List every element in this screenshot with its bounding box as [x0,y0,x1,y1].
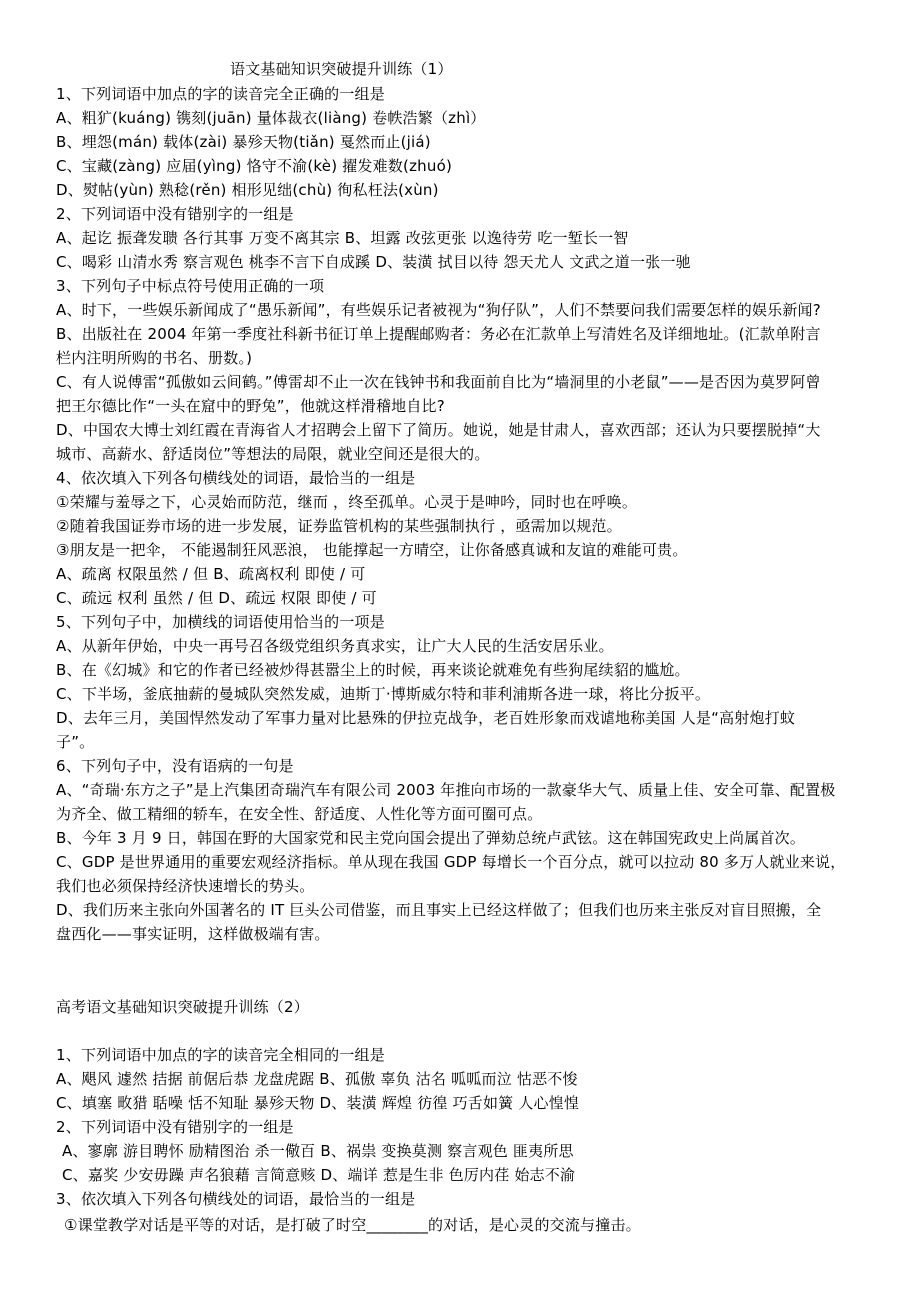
part2-q1-options-ab: A、飓风 遽然 拮据 前倨后恭 龙盘虎踞 B、孤傲 辜负 沽名 呱呱而泣 怙恶不悛 [56,1070,578,1088]
q6-option-c: C、GDP 是世界通用的重要宏观经济指标。单从现在我国 GDP 每增长一个百分点，就可以拉动 80 多万人就业来说， [56,853,846,871]
part2-question-3-stem: 3、依次填入下列各句横线处的词语，最恰当的一组是 [56,1190,416,1208]
question-6-stem: 6、下列句子中，没有语病的一句是 [56,757,294,775]
q5-option-a: A、从新年伊始，中央一再号召各级党组织务真求实，让广大人民的生活安居乐业。 [56,637,614,655]
q3-option-a: A、时下，一些娱乐新闻成了“愚乐新闻”，有些娱乐记者被视为“狗仔队”，人们不禁要问我们需要怎样的娱乐新闻? [56,301,821,319]
q6-option-a-cont: 为齐全、做工精细的轿车，在安全性、舒适度、人性化等方面可圈可点。 [56,805,543,823]
q5-option-d-cont: 子”。 [56,733,95,751]
section-title-1: 语文基础知识突破提升训练（1） [230,60,453,78]
q6-option-c-cont: 我们也必须保持经济快速增长的势头。 [56,877,315,895]
q1-option-d: D、熨帖(yùn) 熟稔(rěn) 相形见绌(chù) 徇私枉法(xùn) [56,181,439,199]
q6-option-d: D、我们历来主张向外国著名的 IT 巨头公司借鉴，而且事实上已经这样做了；但我们也历来主张反对盲目照搬，全 [56,901,822,919]
q5-option-b: B、在《幻城》和它的作者已经被炒得甚嚣尘上的时候，再来谈论就难免有些狗尾续貂的尴尬。 [56,661,690,679]
q1-option-a: A、粗犷(kuáng) 镌刻(juān) 量体裁衣(liàng) 卷帙浩繁（zhì） [56,109,486,127]
q6-option-a: A、“奇瑞·东方之子”是上汽集团奇瑞汽车有限公司 2003 年推向市场的一款豪华大气、质量上佳、安全可靠、配置极 [56,781,836,799]
part2-q1-options-cd: C、填塞 畋猎 聒噪 恬不知耻 暴殄天物 D、装潢 辉煌 彷徨 巧舌如簧 人心惶惶 [56,1094,580,1112]
q3-option-d: D、中国农大博士刘红霞在青海省人才招聘会上留下了简历。她说，她是甘肃人，喜欢西部；还认为只要摆脱掉“大 [56,421,821,439]
question-5-stem: 5、下列句子中，加横线的词语使用恰当的一项是 [56,613,385,631]
part2-q2-options-cd: C、嘉奖 少安毋躁 声名狼藉 言简意赅 D、端详 惹是生非 色厉内荏 始志不渝 [62,1166,576,1184]
q4-options-cd: C、疏远 权利 虽然 / 但 D、疏远 权限 即使 / 可 [56,589,377,607]
section-title-2: 高考语文基础知识突破提升训练（2） [56,998,309,1016]
q1-option-c: C、宝藏(zàng) 应届(yìng) 恪守不渝(kè) 擢发难数(zhuó) [56,157,453,175]
q3-option-b-cont: 栏内注明所购的书名、册数。) [56,349,253,367]
q4-sentence-1: ①荣耀与羞辱之下，心灵始而防范，继而 ，终至孤单。心灵于是呻吟，同时也在呼唤。 [56,493,638,511]
part2-question-2-stem: 2、下列词语中没有错别字的一组是 [56,1118,294,1136]
part2-q3-sentence-1: ①课堂教学对话是平等的对话，是打破了时空________的对话，是心灵的交流与撞击。 [64,1216,641,1234]
part2-q2-options-ab: A、寥廓 游目聘怀 励精图治 杀一儆百 B、祸祟 变换莫测 察言观色 匪夷所思 [62,1142,574,1160]
question-2-stem: 2、下列词语中没有错别字的一组是 [56,205,294,223]
q4-options-ab: A、疏离 权限虽然 / 但 B、疏离权利 即使 / 可 [56,565,366,583]
q6-option-b: B、今年 3 月 9 日，韩国在野的大国家党和民主党向国会提出了弹劾总统卢武铉。这在韩国宪政史上尚属首次。 [56,829,806,847]
q6-option-d-cont: 盘西化——事实证明，这样做极端有害。 [56,925,330,943]
q4-sentence-2: ②随着我国证券市场的进一步发展，证券监管机构的某些强制执行 ，亟需加以规范。 [56,517,622,535]
q2-options-ab: A、起讫 振聋发聩 各行其事 万变不离其宗 B、坦露 改弦更张 以逸待劳 吃一堑长一智 [56,229,629,247]
q5-option-c: C、下半场，釜底抽薪的曼城队突然发威，迪斯丁·博斯威尔特和菲利浦斯各进一球，将比分扳平。 [56,685,711,703]
q3-option-c-cont: 把王尔德比作“一头在窟中的野兔”，他就这样滑稽地自比? [56,397,445,415]
q1-option-b: B、埋怨(mán) 载体(zài) 暴殄天物(tiǎn) 戛然而止(jiá) [56,133,431,151]
q5-option-d: D、去年三月，美国悍然发动了军事力量对比悬殊的伊拉克战争，老百姓形象而戏谑地称美国 人是“高射炮打蚊 [56,709,796,727]
q2-options-cd: C、喝彩 山清水秀 察言观色 桃李不言下自成蹊 D、装潢 拭目以待 怨天尤人 文武之道一张一驰 [56,253,691,271]
question-4-stem: 4、依次填入下列各句横线处的词语，最恰当的一组是 [56,469,416,487]
q4-sentence-3: ③朋友是一把伞， 不能遏制狂风恶浪， 也能撑起一方晴空，让你备感真诚和友谊的难能可贵。 [56,541,688,559]
q3-option-d-cont: 城市、高薪水、舒适岗位”等想法的局限，就业空间还是很大的。 [56,445,490,463]
question-3-stem: 3、下列句子中标点符号使用正确的一项 [56,277,325,295]
question-1-stem: 1、下列词语中加点的字的读音完全正确的一组是 [56,85,385,103]
q3-option-c: C、有人说傅雷“孤傲如云间鹤。”傅雷却不止一次在钱钟书和我面前自比为“墙洞里的小老鼠”——是否因为莫罗阿曾 [56,373,821,391]
part2-question-1-stem: 1、下列词语中加点的字的读音完全相同的一组是 [56,1046,385,1064]
q3-option-b: B、出版社在 2004 年第一季度社科新书征订单上提醒邮购者：务必在汇款单上写清姓名及详细地址。(汇款单附言 [56,325,821,343]
